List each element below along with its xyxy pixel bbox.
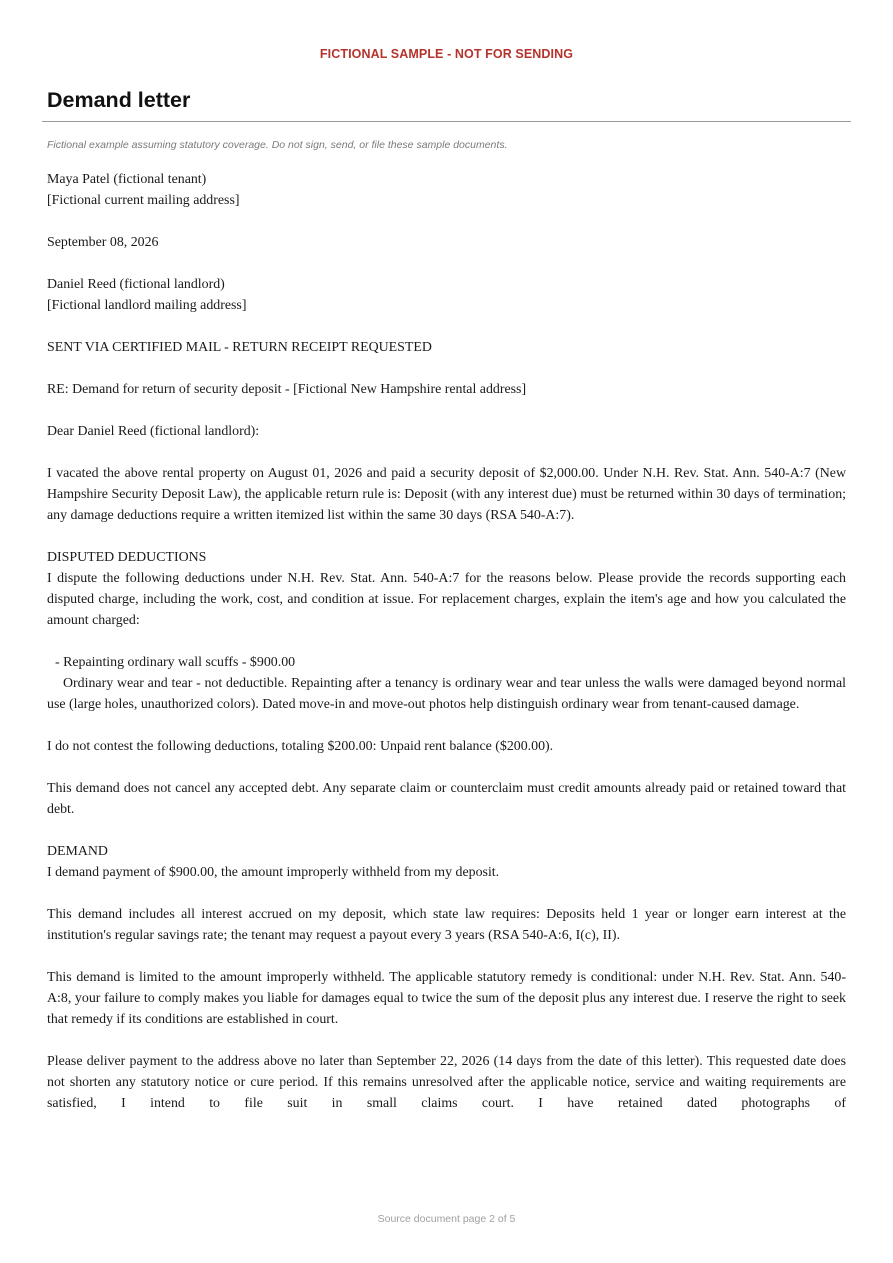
disputed-item xyxy=(47,652,846,715)
page-footer: Source document page 2 of 5 xyxy=(377,1213,516,1225)
delivery-method: SENT VIA CERTIFIED MAIL - RETURN RECEIPT REQUESTED xyxy=(47,340,432,355)
title-divider xyxy=(42,121,851,122)
recipient-address: [Fictional landlord mailing address] xyxy=(47,298,247,313)
disputed-item-reason: Ordinary wear and tear - not deductible. Repainting after a tenancy is ordinary wear and tear unless the walls were damaged beyond normal use (large holes, unauthorized colors). Dated move-in and move-out photos help distinguish ordinary wear from tenant-caused damage. xyxy=(47,676,846,712)
sender-address: [Fictional current mailing address] xyxy=(47,193,240,208)
sender-block xyxy=(47,169,846,211)
disputed-item-label: - Repainting ordinary wall scuffs - $900.00 xyxy=(55,655,296,670)
sender-name: Maya Patel (fictional tenant) xyxy=(47,172,207,187)
demand-text: I demand payment of $900.00, the amount improperly withheld from my deposit. xyxy=(47,865,500,880)
sample-banner: FICTIONAL SAMPLE - NOT FOR SENDING xyxy=(319,47,574,61)
disputed-deductions-section xyxy=(47,547,846,631)
uncontested-paragraph: I do not contest the following deductions, totaling $200.00: Unpaid rent balance ($200.00). xyxy=(47,739,554,754)
debt-note-paragraph: This demand does not cancel any accepted debt. Any separate claim or counterclaim must credit amounts already paid or retained toward that debt. xyxy=(47,781,846,817)
demand-heading: DEMAND xyxy=(47,844,108,859)
letter-date: September 08, 2026 xyxy=(47,235,159,250)
recipient-name: Daniel Reed (fictional landlord) xyxy=(47,277,225,292)
disputed-text: I dispute the following deductions under N.H. Rev. Stat. Ann. 540-A:7 for the reasons below. Please provide the records supporting each disputed charge, including the work, cost, and condition at issue. For replacement charges, explain the item's age and how you calculated the amount charged: xyxy=(47,571,846,628)
letter-body xyxy=(47,169,846,1135)
interest-paragraph: This demand includes all interest accrued on my deposit, which state law requires: Deposits held 1 year or longer earn interest at the institution's regular savings rate; the tenant may request a payout every 3 years (RSA 540-A:6, I(c), II). xyxy=(47,907,846,943)
recipient-block xyxy=(47,274,846,316)
remedy-paragraph: This demand is limited to the amount improperly withheld. The applicable statutory remedy is conditional: under N.H. Rev. Stat. Ann. 540-A:8, your failure to comply makes you liable for damages equal to twice the sum of the deposit plus any interest due. I reserve the right to seek that remedy if its conditions are established in court. xyxy=(47,970,846,1027)
page-title: Demand letter xyxy=(47,88,191,112)
intro-paragraph: I vacated the above rental property on August 01, 2026 and paid a security deposit of $2,000.00. Under N.H. Rev. Stat. Ann. 540-A:7 (New Hampshire Security Deposit Law), the applicable return rule is: Deposit (with any interest due) must be returned within 30 days of termination; any damage deductions require a written itemized list within the same 30 days (RSA 540-A:7). xyxy=(47,466,846,523)
disputed-heading: DISPUTED DEDUCTIONS xyxy=(47,550,207,565)
payment-paragraph: Please deliver payment to the address above no later than September 22, 2026 (14 days from the date of this letter). This requested date does not shorten any statutory notice or cure period. If this remains unresolved after the applicable notice, service and waiting requirements are satisfied, I intend to file suit in small claims court. I have retained dated photographs of xyxy=(47,1054,846,1111)
demand-section xyxy=(47,841,846,883)
salutation: Dear Daniel Reed (fictional landlord): xyxy=(47,424,260,439)
subject-line: RE: Demand for return of security deposit - [Fictional New Hampshire rental address] xyxy=(47,382,527,397)
disclaimer-note: Fictional example assuming statutory coverage. Do not sign, send, or file these sample documents. xyxy=(47,139,508,151)
